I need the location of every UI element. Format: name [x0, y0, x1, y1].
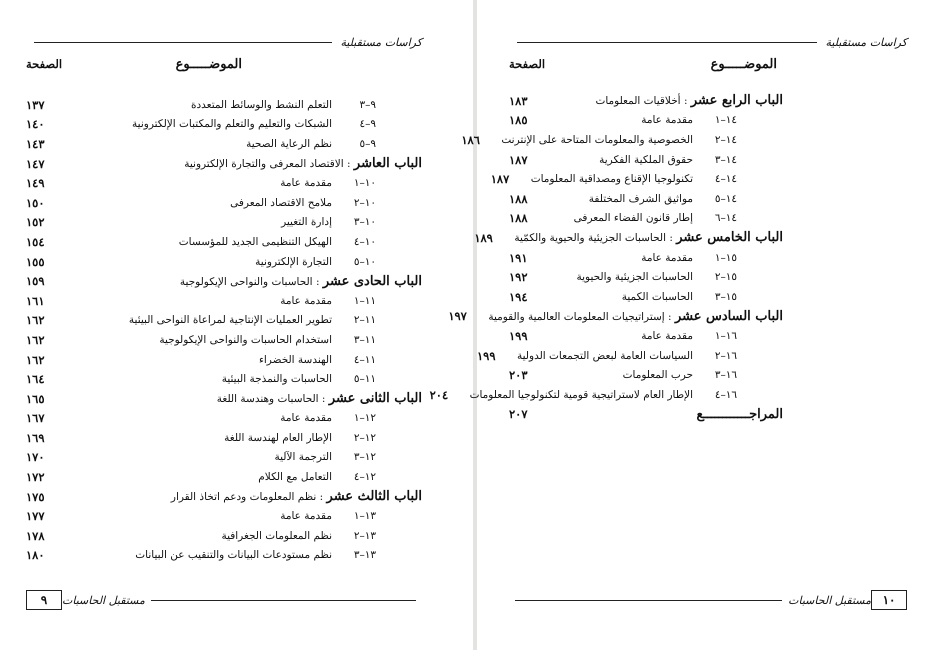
- toc-entry-row: [26, 193, 422, 213]
- entry-number: ١٤–٢: [714, 133, 737, 146]
- entry-title: [66, 156, 422, 171]
- entry-number: ١٠–٤: [353, 235, 376, 248]
- entry-page: ٢٠٧: [509, 407, 528, 422]
- entry-page: ١٧٨: [26, 528, 45, 543]
- toc-entry-row: [26, 95, 422, 115]
- entry-page: ١٥٢: [26, 215, 45, 230]
- entry-number: ١١–٢: [353, 314, 376, 327]
- toc-entry-row: [26, 134, 422, 154]
- entry-title: التجارة الإلكترونية: [255, 255, 332, 268]
- entry-title: نظم المعلومات الجغرافية: [221, 529, 332, 542]
- entry-number: ١١–٥: [353, 373, 376, 386]
- toc-entry-row: [26, 115, 422, 135]
- entry-page: ١٨٠: [26, 548, 45, 563]
- entry-title: [488, 309, 783, 324]
- entry-page: ١٦٢: [26, 332, 45, 347]
- page-footer: [26, 589, 422, 611]
- entry-title: مقدمة عامة: [280, 412, 332, 425]
- footer-rule: [151, 600, 416, 601]
- entry-number: ١٠–٢: [353, 196, 376, 209]
- entry-title: [514, 230, 783, 245]
- entry-title: إطار قانون الفضاء المعرفى: [573, 212, 693, 225]
- chapter-title: الباب السادس عشر: [674, 308, 783, 324]
- chapter-subject: أخلاقيات المعلومات: [595, 95, 681, 108]
- header-title: كراسات مستقبلية: [340, 35, 422, 49]
- page-header: [509, 34, 907, 50]
- toc-chapter-row: [26, 154, 422, 174]
- entry-page: ٢٠٤: [429, 387, 449, 402]
- toc-entry-row: [509, 326, 783, 346]
- entry-page: ١٦٤: [26, 372, 45, 387]
- entry-number: ١٤–٣: [714, 153, 737, 166]
- toc-chapter-row: [26, 271, 422, 291]
- entry-number: ١٠–٥: [353, 255, 376, 268]
- entry-title: الإطار العام لاستراتيجية قومية لتكنولوجيا المعلومات: [469, 388, 693, 401]
- toc-entry-row: [429, 385, 783, 405]
- toc-entry-row: [26, 546, 422, 566]
- entry-page: ١٧٧: [26, 509, 45, 524]
- left-page: [0, 0, 473, 650]
- entry-page: ١٦٢: [26, 352, 45, 367]
- entry-title: مقدمة عامة: [641, 329, 693, 342]
- toc-entry-row: [26, 467, 422, 487]
- footer-title: مستقبل الحاسبات: [62, 593, 145, 607]
- toc-entry-row: [26, 330, 422, 350]
- entry-title: الشبكات والتعليم والتعلم والمكتبات الإلكترونية: [132, 118, 332, 131]
- toc-entry-row: [26, 173, 422, 193]
- entry-number: ١٢–٤: [353, 471, 376, 484]
- entry-page: ١٩٢: [509, 270, 528, 285]
- entry-title: الترجمة الآلية: [274, 451, 332, 464]
- toc-entry-row: [26, 506, 422, 526]
- toc-entry-row: [509, 365, 783, 385]
- chapter-separator: :: [318, 393, 329, 406]
- entry-page: ١٨٨: [509, 191, 528, 206]
- entry-title: مقدمة عامة: [280, 510, 332, 523]
- entry-number: ١٦–٢: [714, 349, 737, 362]
- chapter-title: الباب الثانى عشر: [328, 391, 422, 407]
- chapter-separator: :: [664, 310, 675, 323]
- toc-list: [429, 91, 783, 424]
- entry-title: الحاسبات والنمذجة البيئية: [221, 373, 332, 386]
- entry-number: ١٢–١: [353, 412, 376, 425]
- toc-entry-row: [509, 150, 783, 170]
- entry-title: الهيكل التنظيمى الجديد للمؤسسات: [178, 235, 332, 248]
- entry-title: نظم الرعاية الصحية: [246, 137, 332, 150]
- toc-entry-row: [26, 311, 422, 331]
- entry-number: ١٢–٣: [353, 451, 376, 464]
- entry-number: ١٠–١: [353, 177, 376, 190]
- toc-entry-row: [26, 232, 422, 252]
- entry-title: مقدمة عامة: [641, 114, 693, 127]
- toc-entry-row: [26, 428, 422, 448]
- toc-entry-row: [509, 248, 783, 268]
- entry-title: إدارة التغيير: [281, 216, 332, 229]
- chapter-subject: الحاسبات والنواحى الإيكولوجية: [179, 275, 313, 288]
- col-subject-heading: الموضـــــوع: [175, 57, 242, 72]
- col-subject-heading: الموضـــــوع: [710, 57, 777, 72]
- entry-page: ١٩١: [509, 250, 528, 265]
- entry-page: ١٤٧: [26, 156, 45, 171]
- entry-page: ١٦٧: [26, 411, 45, 426]
- entry-title: مقدمة عامة: [641, 251, 693, 264]
- toc-entry-row: [26, 252, 422, 272]
- entry-title: [66, 489, 422, 504]
- chapter-title: الباب الرابع عشر: [690, 93, 783, 109]
- page-footer: [509, 589, 907, 611]
- toc-entry-row: [509, 267, 783, 287]
- entry-page: ١٨٩: [474, 230, 493, 245]
- entry-title: تكنولوجيا الإقناع ومصداقية المعلومات: [530, 173, 693, 186]
- entry-title: التعلم النشط والوسائط المتعددة: [190, 98, 332, 111]
- entry-title: مقدمة عامة: [280, 177, 332, 190]
- toc-entry-row: [26, 213, 422, 233]
- entry-page: ١٨٥: [509, 113, 528, 128]
- toc-chapter-row: [448, 307, 783, 327]
- entry-page: ١٧٠: [26, 450, 45, 465]
- entry-number: ١٥–٣: [714, 290, 737, 303]
- entry-page: ١٩٤: [509, 289, 528, 304]
- entry-title: التعامل مع الكلام: [258, 471, 332, 484]
- entry-title: السياسات العامة لبعض التجمعات الدولية: [517, 349, 693, 362]
- chapter-title: الباب الحادى عشر: [322, 273, 422, 289]
- right-page: [429, 0, 950, 650]
- entry-number: ٩–٤: [359, 118, 376, 131]
- chapter-subject: الاقتصاد المعرفى والتجارة الإلكترونية: [184, 158, 344, 171]
- entry-page: ١٩٧: [448, 309, 467, 324]
- entry-page: ١٥٩: [26, 274, 45, 289]
- page-number: ٩: [26, 590, 62, 610]
- entry-page: ١٥٤: [26, 234, 45, 249]
- entry-number: ١٣–٢: [353, 529, 376, 542]
- entry-page: ١٥٥: [26, 254, 45, 269]
- entry-title: الحاسبات الجزيئية والحيوية: [576, 271, 693, 284]
- entry-title: الحاسبات الكمية: [621, 290, 693, 303]
- toc-entry-row: [477, 346, 783, 366]
- toc-entry-row: [509, 209, 783, 229]
- toc-chapter-row: [509, 91, 783, 111]
- entry-page: ١٧٢: [26, 470, 45, 485]
- toc-entry-row: [490, 169, 783, 189]
- entry-title: حرب المعلومات: [622, 369, 693, 382]
- entry-title: [66, 391, 422, 406]
- entry-page: ١٦٢: [26, 313, 45, 328]
- entry-number: ١٤–١: [714, 114, 737, 127]
- entry-title: تطوير العمليات الإنتاجية لمراعاة النواحى البيئية: [128, 314, 332, 327]
- entry-number: ١٢–٢: [353, 431, 376, 444]
- entry-page: ١٧٥: [26, 489, 45, 504]
- entry-page: ١٣٧: [26, 97, 45, 112]
- entry-number: ١٤–٤: [714, 173, 737, 186]
- entry-number: ١٦–٤: [714, 388, 737, 401]
- entry-title: المراجــــــــــــع: [696, 406, 783, 422]
- entry-title: حقوق الملكية الفكرية: [599, 153, 693, 166]
- entry-number: ٩–٥: [359, 137, 376, 150]
- entry-title: نظم مستودعات البيانات والتنقيب عن البيانات: [135, 549, 332, 562]
- entry-page: ١٨٨: [509, 211, 528, 226]
- chapter-separator: :: [316, 491, 327, 504]
- entry-number: ١٤–٦: [714, 212, 737, 225]
- chapter-title: الباب العاشر: [353, 156, 422, 172]
- toc-entry-row: [26, 350, 422, 370]
- toc-entry-row: [26, 448, 422, 468]
- entry-page: ١٤٠: [26, 117, 45, 132]
- toc-chapter-row: [26, 487, 422, 507]
- toc-chapter-row: [474, 228, 783, 248]
- entry-title: مواثيق الشرف المختلفة: [588, 192, 693, 205]
- chapter-title: الباب الخامس عشر: [676, 230, 783, 246]
- entry-title: الإطار العام لهندسة اللغة: [224, 431, 332, 444]
- entry-number: ١٥–١: [714, 251, 737, 264]
- chapter-subject: الحاسبات وهندسة اللغة: [216, 393, 319, 406]
- entry-page: ١٤٩: [26, 176, 45, 191]
- entry-page: ١٨٦: [461, 132, 480, 147]
- toc-entry-row: [509, 287, 783, 307]
- page-number: ١٠: [871, 590, 907, 610]
- entry-number: ١٣–٣: [353, 549, 376, 562]
- col-page-heading: الصفحة: [509, 57, 546, 71]
- entry-page: ١٩٩: [477, 348, 496, 363]
- column-headings-right: [509, 57, 777, 77]
- chapter-subject: نظم المعلومات ودعم اتخاذ القرار: [170, 491, 317, 504]
- chapter-separator: :: [680, 95, 691, 108]
- entry-page: ١٦٩: [26, 430, 45, 445]
- toc-entry-row: [26, 526, 422, 546]
- col-page-heading: الصفحة: [26, 57, 63, 71]
- entry-title: استخدام الحاسبات والنواحى الإيكولوجية: [159, 333, 332, 346]
- page-header: [26, 34, 422, 50]
- entry-number: ١٥–٢: [714, 271, 737, 284]
- chapter-separator: :: [343, 158, 354, 171]
- entry-page: ١٩٩: [509, 328, 528, 343]
- entry-page: ١٦١: [26, 293, 45, 308]
- entry-number: ١٠–٣: [353, 216, 376, 229]
- header-rule: [517, 42, 817, 43]
- entry-title: الهندسة الخضراء: [258, 353, 332, 366]
- toc-entry-row: [509, 111, 783, 131]
- entry-number: ١٤–٥: [714, 192, 737, 205]
- entry-page: ١٨٧: [490, 172, 510, 187]
- entry-title: مقدمة عامة: [280, 294, 332, 307]
- header-title: كراسات مستقبلية: [825, 35, 907, 49]
- entry-number: ١١–٣: [353, 333, 376, 346]
- toc-entry-row: [26, 409, 422, 429]
- entry-number: ١٦–١: [714, 329, 737, 342]
- chapter-separator: :: [666, 232, 677, 245]
- toc-entry-row: [26, 369, 422, 389]
- footer-title: مستقبل الحاسبات: [788, 593, 871, 607]
- entry-title: ملامح الاقتصاد المعرفى: [230, 196, 332, 209]
- entry-number: ١٦–٣: [714, 369, 737, 382]
- entry-page: ١٥٠: [26, 195, 45, 210]
- toc-entry-row: [509, 189, 783, 209]
- entry-number: ١٣–١: [353, 510, 376, 523]
- toc-entry-row: [461, 130, 783, 150]
- entry-title: [549, 93, 783, 108]
- chapter-subject: إستراتيجيات المعلومات العالمية والقومية: [488, 310, 665, 323]
- chapter-title: الباب الثالث عشر: [326, 489, 422, 505]
- entry-number: ١١–١: [353, 294, 376, 307]
- entry-page: ١٨٧: [509, 152, 528, 167]
- toc-list: [26, 95, 422, 565]
- entry-number: ٩–٣: [359, 98, 376, 111]
- entry-page: ٢٠٣: [509, 368, 528, 383]
- entry-page: ١٨٣: [509, 93, 528, 108]
- toc-references-row: [509, 405, 783, 425]
- entry-title: الخصوصية والمعلومات المتاحة على الإنترنت: [501, 133, 693, 146]
- column-headings-left: [26, 57, 242, 77]
- entry-page: ١٦٥: [26, 391, 45, 406]
- entry-title: [66, 274, 422, 289]
- chapter-subject: الحاسبات الجزيئية والحيوية والكمّية: [514, 232, 667, 245]
- entry-number: ١١–٤: [353, 353, 376, 366]
- footer-rule: [515, 600, 782, 601]
- entry-page: ١٤٣: [26, 136, 45, 151]
- toc-entry-row: [26, 291, 422, 311]
- chapter-separator: :: [312, 275, 323, 288]
- toc-chapter-row: [26, 389, 422, 409]
- header-rule: [34, 42, 332, 43]
